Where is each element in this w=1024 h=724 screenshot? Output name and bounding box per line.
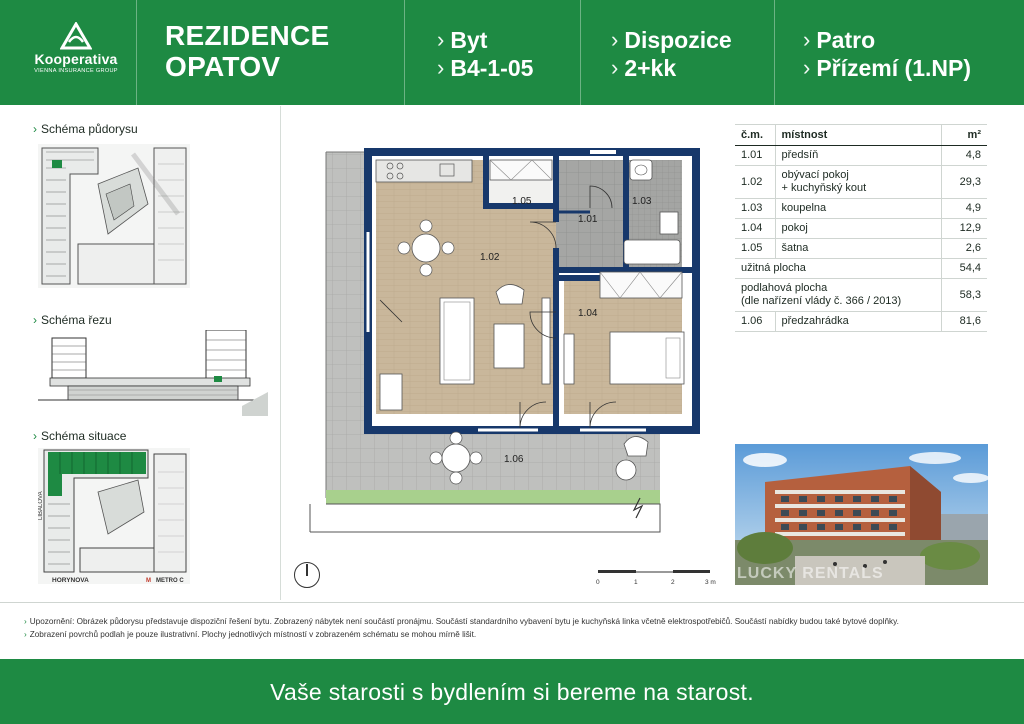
unit-label: Byt (450, 27, 488, 53)
layout-value: 2+kk (624, 55, 677, 81)
section-schema-image (38, 330, 268, 416)
floor-value: Přízemí (1.NP) (816, 55, 971, 81)
floor-area-row (735, 279, 987, 312)
col-header-area: m² (941, 125, 987, 146)
usable-area-row (735, 259, 987, 279)
building-rendering-photo (735, 444, 988, 585)
header-bar (0, 0, 1024, 105)
floor-area-label: podlahová plocha (dle nařízení vlády č. 366 / 2013) (735, 279, 941, 312)
project-title-line2: OPATOV (165, 51, 281, 82)
chevron-right-icon: › (803, 55, 811, 80)
room-num: 1.06 (735, 312, 775, 332)
room-area: 4,9 (941, 199, 987, 219)
layout-label: Dispozice (624, 27, 732, 53)
site-schema-image (38, 448, 190, 584)
room-label-1.03: 1.03 (632, 196, 652, 207)
logo-mark-icon (60, 22, 92, 50)
notes-divider (0, 602, 1024, 603)
table-header-row (735, 125, 987, 146)
room-label-1.06: 1.06 (504, 454, 524, 465)
room-area: 4,8 (941, 146, 987, 166)
disclaimer-notes (24, 616, 1004, 641)
table-row (735, 146, 987, 166)
north-arrow-icon (294, 562, 320, 588)
floor-area-value: 58,3 (941, 279, 987, 312)
room-area: 81,6 (941, 312, 987, 332)
project-title-line1: REZIDENCE (165, 20, 330, 51)
unit-info (437, 26, 533, 82)
room-area: 29,3 (941, 166, 987, 199)
apartment-floor-plan (290, 112, 730, 592)
table-row (735, 199, 987, 219)
room-label-1.05: 1.05 (512, 196, 532, 207)
room-name: předzahrádka (775, 312, 941, 332)
usable-area-value: 54,4 (941, 259, 987, 279)
room-num: 1.03 (735, 199, 775, 219)
col-header-name: místnost (775, 125, 941, 146)
usable-area-label: užitná plocha (735, 259, 941, 279)
layout-info (611, 26, 732, 82)
table-row (735, 239, 987, 259)
note-line-1: › Upozornění: Obrázek půdorysu představuje dispoziční řešení bytu. Zobrazený nábytek není součástí pronájmu. Součástí standardního vybavení bytu je kuchyňská linka včetně elektrospotřebičů. Součástí nabídky budou také bytové doplňky. (24, 617, 899, 626)
footer-bar (0, 659, 1024, 724)
schemas-column (28, 118, 280, 598)
chevron-right-icon: › (437, 55, 445, 80)
room-name: pokoj (775, 219, 941, 239)
street-south-label: HORYNOVA (52, 577, 89, 584)
floorplan-schema-heading: › Schéma půdorysu (33, 122, 138, 136)
street-west-label: LÍBALOVA (38, 491, 44, 520)
column-divider (280, 106, 281, 600)
room-name: šatna (775, 239, 941, 259)
table-row (735, 312, 987, 332)
scale-bar (596, 568, 716, 588)
room-label-1.02: 1.02 (480, 252, 500, 263)
table-row (735, 219, 987, 239)
room-num: 1.04 (735, 219, 775, 239)
rooms-table (735, 124, 987, 332)
chevron-right-icon: › (437, 27, 445, 52)
logo-brand-text: Kooperativa (34, 51, 118, 67)
scale-tick-0: 0 (596, 579, 600, 586)
col-header-num: č.m. (735, 125, 775, 146)
chevron-right-icon: › (611, 55, 619, 80)
scale-tick-2: 2 (671, 579, 675, 586)
project-title (165, 20, 330, 82)
photo-watermark: LUCKY RENTALS (737, 565, 884, 582)
room-label-1.01: 1.01 (578, 214, 598, 225)
room-num: 1.02 (735, 166, 775, 199)
room-num: 1.01 (735, 146, 775, 166)
room-name: koupelna (775, 199, 941, 219)
chevron-right-icon: › (611, 27, 619, 52)
section-schema-heading: › Schéma řezu (33, 313, 112, 327)
scale-tick-3: 3 m (705, 579, 716, 586)
room-num: 1.05 (735, 239, 775, 259)
room-name: předsíň (775, 146, 941, 166)
site-schema-heading: › Schéma situace (33, 429, 127, 443)
room-area: 2,6 (941, 239, 987, 259)
logo-sub-text: VIENNA INSURANCE GROUP (34, 68, 118, 74)
floorplan-schema-image (38, 144, 190, 288)
footer-slogan: Vaše starosti s bydlením si bereme na starost. (270, 679, 754, 705)
table-row (735, 166, 987, 199)
metro-mark-icon: M (146, 578, 151, 584)
unit-value: B4-1-05 (450, 55, 534, 81)
metro-label: METRO C (156, 578, 184, 584)
room-area: 12,9 (941, 219, 987, 239)
scale-tick-1: 1 (634, 579, 638, 586)
floor-label: Patro (816, 27, 876, 53)
floor-info (803, 26, 971, 82)
note-line-2: › Zobrazení povrchů podlah je pouze ilustrativní. Plochy jednotlivých místností v zobrazeném schématu se mohou mírně lišit. (24, 629, 477, 639)
room-name: obývací pokoj + kuchyňský kout (775, 166, 941, 199)
chevron-right-icon: › (803, 27, 811, 52)
room-label-1.04: 1.04 (578, 308, 598, 319)
kooperativa-logo (26, 22, 126, 86)
